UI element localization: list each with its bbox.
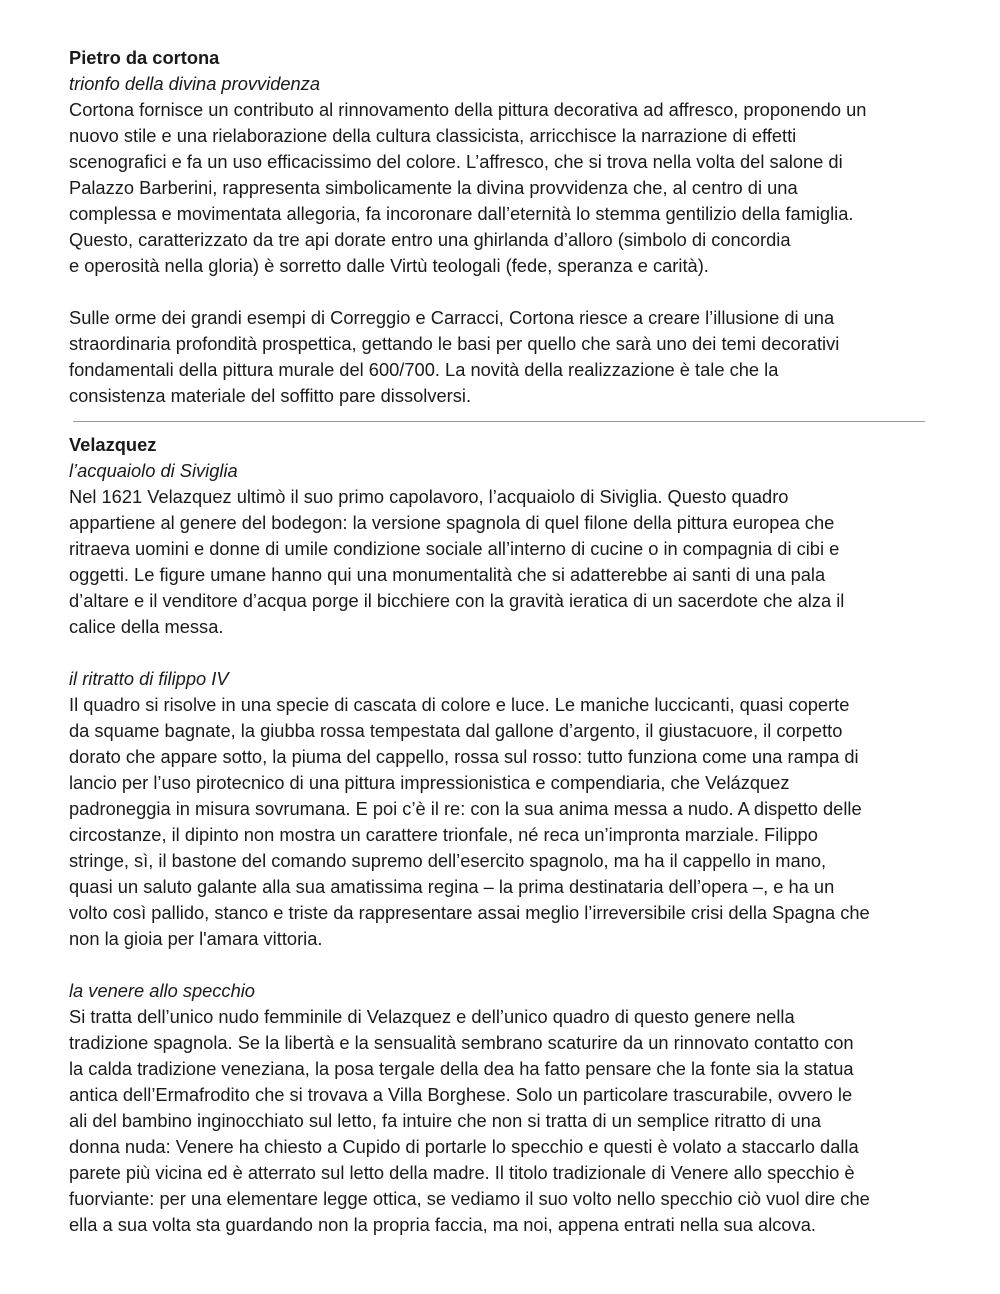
text-line: parete più vicina ed è atterrato sul letto della madre. Il titolo tradizionale di Venere allo specchio è: [69, 1162, 855, 1183]
text-line: ritraeva uomini e donne di umile condizione sociale all’interno di cucine o in compagnia di cibi e: [69, 538, 840, 559]
paragraph: [69, 1004, 939, 1238]
text-line: complessa e movimentata allegoria, fa incoronare dall’eternità lo stemma gentilizio della famiglia.: [69, 203, 854, 224]
text-line: Nel 1621 Velazquez ultimò il suo primo capolavoro, l’acquaiolo di Siviglia. Questo quadro: [69, 486, 789, 507]
text-line: quasi un saluto galante alla sua amatissima regina – la prima destinataria dell’opera –, e ha un: [69, 876, 835, 897]
paragraph: [69, 692, 939, 952]
text-line: e operosità nella gloria) è sorretto dalle Virtù teologali (fede, speranza e carità).: [69, 255, 709, 276]
work-title: il ritratto di filippo IV: [69, 668, 229, 689]
text-line: stringe, sì, il bastone del comando supremo dell’esercito spagnolo, ma ha il cappello in mano,: [69, 850, 827, 871]
work-title: trionfo della divina provvidenza: [69, 73, 321, 94]
text-line: fondamentali della pittura murale del 600/700. La novità della realizzazione è tale che la: [69, 359, 779, 380]
text-line: consistenza materiale del soffitto pare dissolversi.: [69, 385, 472, 406]
paragraph-spacer: [69, 279, 939, 305]
text-line: lancio per l’uso pirotecnico di una pittura impressionistica e compendiaria, che Velázquez: [69, 772, 790, 793]
text-line: dorato che appare sotto, la piuma del cappello, rossa sul rosso: tutto funziona come una rampa di: [69, 746, 859, 767]
text-line: calice della messa.: [69, 616, 224, 637]
text-line: tradizione spagnola. Se la libertà e la sensualità sembrano scaturire da un rinnovato contatto con: [69, 1032, 854, 1053]
paragraph-spacer: [69, 640, 939, 666]
paragraph: [69, 97, 939, 279]
text-line: padroneggia in misura sovrumana. E poi c’è il re: con la sua anima messa a nudo. A dispetto delle: [69, 798, 862, 819]
document-body: [69, 45, 939, 1238]
text-line: volto così pallido, stanco e triste da rappresentare assai meglio l’irreversibile crisi della Spagna che: [69, 902, 870, 923]
section-pietro-da-cortona: [69, 45, 939, 409]
text-line: Sulle orme dei grandi esempi di Correggio e Carracci, Cortona riesce a creare l’illusione di una: [69, 307, 835, 328]
text-line: Cortona fornisce un contributo al rinnovamento della pittura decorativa ad affresco, proponendo un: [69, 99, 867, 120]
text-line: scenografici e fa un uso efficacissimo del colore. L’affresco, che si trova nella volta del salone di: [69, 151, 843, 172]
work-title: la venere allo specchio: [69, 980, 255, 1001]
text-line: d’altare e il venditore d’acqua porge il bicchiere con la gravità ieratica di un sacerdote che alza il: [69, 590, 845, 611]
paragraph-spacer: [69, 952, 939, 978]
text-line: Si tratta dell’unico nudo femminile di Velazquez e dell’unico quadro di questo genere nella: [69, 1006, 795, 1027]
text-line: fuorviante: per una elementare legge ottica, se vediamo il suo volto nello specchio ciò vuol dire che: [69, 1188, 870, 1209]
text-line: non la gioia per l'amara vittoria.: [69, 928, 323, 949]
section-velazquez: [69, 432, 939, 1238]
section-divider: [73, 421, 925, 422]
text-line: oggetti. Le figure umane hanno qui una monumentalità che si adatterebbe ai santi di una pala: [69, 564, 826, 585]
paragraph: [69, 305, 939, 409]
text-line: circostanze, il dipinto non mostra un carattere trionfale, né reca un’impronta marziale. Filippo: [69, 824, 818, 845]
text-line: straordinaria profondità prospettica, gettando le basi per quello che sarà uno dei temi decorativi: [69, 333, 840, 354]
section-heading: Velazquez: [69, 434, 157, 455]
text-line: Questo, caratterizzato da tre api dorate entro una ghirlanda d’alloro (simbolo di concordia: [69, 229, 791, 250]
text-line: antica dell’Ermafrodito che si trovava a Villa Borghese. Solo un particolare trascurabile, ovvero le: [69, 1084, 853, 1105]
text-line: nuovo stile e una rielaborazione della cultura classicista, arricchisce la narrazione di effetti: [69, 125, 797, 146]
text-line: la calda tradizione veneziana, la posa tergale della dea ha fatto pensare che la fonte sia la statua: [69, 1058, 854, 1079]
work-title: l’acquaiolo di Siviglia: [69, 460, 238, 481]
text-line: ali del bambino inginocchiato sul letto, fa intuire che non si tratta di un semplice ritratto di una: [69, 1110, 821, 1131]
text-line: ella a sua volta sta guardando non la propria faccia, ma noi, appena entrati nella sua alcova.: [69, 1214, 816, 1235]
paragraph: [69, 484, 939, 640]
text-line: Il quadro si risolve in una specie di cascata di colore e luce. Le maniche luccicanti, quasi coperte: [69, 694, 850, 715]
text-line: da squame bagnate, la giubba rossa tempestata dal gallone d’argento, il giustacuore, il corpetto: [69, 720, 843, 741]
text-line: Palazzo Barberini, rappresenta simbolicamente la divina provvidenza che, al centro di una: [69, 177, 798, 198]
section-heading: Pietro da cortona: [69, 47, 220, 68]
text-line: donna nuda: Venere ha chiesto a Cupido di portarle lo specchio e questi è volato a staccarlo dalla: [69, 1136, 859, 1157]
text-line: appartiene al genere del bodegon: la versione spagnola di quel filone della pittura europea che: [69, 512, 835, 533]
